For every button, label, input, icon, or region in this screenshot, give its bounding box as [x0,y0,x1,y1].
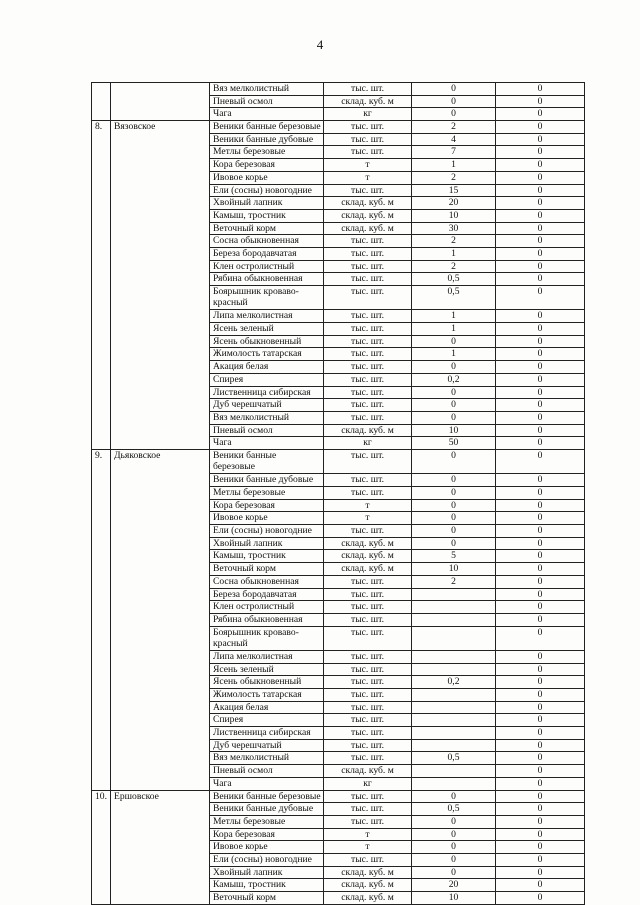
value-cell-2: 0 [496,828,585,841]
value-cell-1: 10 [412,563,496,576]
value-cell-2: 0 [496,714,585,727]
value-cell-2: 0 [496,121,585,134]
resource-name: Веники банные березовые [210,121,324,134]
value-cell-2: 0 [496,323,585,336]
value-cell-2: 0 [496,310,585,323]
resource-name: Сосна обыкновенная [210,235,324,248]
value-cell-2: 0 [496,95,585,108]
value-cell-1: 1 [412,323,496,336]
value-cell-2: 0 [496,133,585,146]
value-cell-1: 10 [412,892,496,905]
value-cell-1: 0,2 [412,676,496,689]
resource-name: Ивовое корье [210,512,324,525]
unit-cell: кг [324,777,412,790]
value-cell-2: 0 [496,563,585,576]
value-cell-2: 0 [496,575,585,588]
value-cell-1 [412,626,496,650]
resource-name: Чага [210,777,324,790]
resource-name: Вяз мелколистный [210,83,324,96]
value-cell-2: 0 [496,739,585,752]
unit-cell: тыс. шт. [324,286,412,310]
value-cell-1: 15 [412,184,496,197]
unit-cell: т [324,499,412,512]
resource-name: Метлы березовые [210,487,324,500]
unit-cell: тыс. шт. [324,650,412,663]
page-number: 4 [316,37,324,52]
unit-cell: т [324,159,412,172]
value-cell-2: 0 [496,853,585,866]
value-cell-2: 0 [496,108,585,121]
value-cell-1 [412,613,496,626]
unit-cell: тыс. шт. [324,260,412,273]
value-cell-1: 4 [412,133,496,146]
unit-cell: склад. куб. м [324,866,412,879]
unit-cell: тыс. шт. [324,588,412,601]
value-cell-1: 0 [412,487,496,500]
value-cell-2: 0 [496,650,585,663]
unit-cell: тыс. шт. [324,83,412,96]
unit-cell: т [324,841,412,854]
value-cell-1 [412,663,496,676]
resource-name: Камыш, тростник [210,879,324,892]
resource-name: Веники банные дубовые [210,803,324,816]
resource-name: Акация белая [210,361,324,374]
resource-name: Хвойный лапник [210,197,324,210]
value-cell-1 [412,588,496,601]
district-name: Дьяковское [111,449,210,790]
value-cell-2: 0 [496,209,585,222]
resource-name: Липа мелколистная [210,650,324,663]
value-cell-1: 2 [412,171,496,184]
value-cell-1 [412,714,496,727]
unit-cell: склад. куб. м [324,563,412,576]
resource-name: Береза бородавчатая [210,247,324,260]
value-cell-2: 0 [496,361,585,374]
value-cell-2: 0 [496,235,585,248]
value-cell-2: 0 [496,386,585,399]
resource-name: Ясень зеленый [210,663,324,676]
unit-cell: кг [324,437,412,450]
unit-cell: кг [324,108,412,121]
resource-name: Ясень зеленый [210,323,324,336]
value-cell-1: 0,5 [412,803,496,816]
value-cell-1: 0 [412,512,496,525]
unit-cell: т [324,828,412,841]
value-cell-2: 0 [496,197,585,210]
value-cell-2: 0 [496,437,585,450]
value-cell-1: 0 [412,411,496,424]
value-cell-1: 1 [412,159,496,172]
resource-name: Кора березовая [210,499,324,512]
table-body [92,83,585,905]
value-cell-2: 0 [496,803,585,816]
resource-name: Ясень обыкновенный [210,676,324,689]
value-cell-2: 0 [496,525,585,538]
value-cell-1 [412,650,496,663]
value-cell-2: 0 [496,411,585,424]
resource-name: Чага [210,437,324,450]
resource-name: Жимолость татарская [210,348,324,361]
value-cell-2: 0 [496,663,585,676]
value-cell-1: 5 [412,550,496,563]
value-cell-1: 0,5 [412,752,496,765]
unit-cell: склад. куб. м [324,95,412,108]
resource-name: Пневый осмол [210,95,324,108]
value-cell-2: 0 [496,348,585,361]
resource-name: Сосна обыкновенная [210,575,324,588]
unit-cell: склад. куб. м [324,197,412,210]
value-cell-1 [412,601,496,614]
unit-cell: тыс. шт. [324,121,412,134]
unit-cell: тыс. шт. [324,701,412,714]
unit-cell: тыс. шт. [324,815,412,828]
unit-cell: тыс. шт. [324,575,412,588]
resource-name: Лиственница сибирская [210,727,324,740]
value-cell-2: 0 [496,83,585,96]
value-cell-1: 0 [412,474,496,487]
value-cell-1: 10 [412,209,496,222]
value-cell-1: 30 [412,222,496,235]
resource-name: Метлы березовые [210,815,324,828]
resource-name: Веточный корм [210,563,324,576]
value-cell-2: 0 [496,424,585,437]
value-cell-2: 0 [496,765,585,778]
district-number: 10. [92,790,111,904]
value-cell-2: 0 [496,487,585,500]
unit-cell: тыс. шт. [324,146,412,159]
resource-name: Акация белая [210,701,324,714]
resource-name: Береза бородавчатая [210,588,324,601]
value-cell-1: 0 [412,95,496,108]
value-cell-2: 0 [496,841,585,854]
unit-cell: т [324,171,412,184]
value-cell-1 [412,727,496,740]
value-cell-1: 0 [412,83,496,96]
resource-name: Пневый осмол [210,765,324,778]
unit-cell: тыс. шт. [324,487,412,500]
resource-name: Камыш, тростник [210,550,324,563]
resource-name: Клен остролистный [210,260,324,273]
unit-cell: склад. куб. м [324,424,412,437]
value-cell-1: 0,5 [412,273,496,286]
unit-cell: тыс. шт. [324,247,412,260]
unit-cell: склад. куб. м [324,209,412,222]
resource-name: Веники банные дубовые [210,133,324,146]
table-row [92,121,585,134]
value-cell-2: 0 [496,286,585,310]
value-cell-1 [412,777,496,790]
table-row [92,83,585,96]
table-row [92,790,585,803]
value-cell-1 [412,765,496,778]
unit-cell: тыс. шт. [324,399,412,412]
value-cell-2: 0 [496,512,585,525]
value-cell-1: 2 [412,121,496,134]
value-cell-1: 0 [412,386,496,399]
resource-name: Спирея [210,373,324,386]
unit-cell: тыс. шт. [324,373,412,386]
unit-cell: тыс. шт. [324,676,412,689]
value-cell-1 [412,701,496,714]
unit-cell: тыс. шт. [324,663,412,676]
resource-name: Боярышник кроваво-красный [210,286,324,310]
resource-name: Жимолость татарская [210,689,324,702]
value-cell-2: 0 [496,601,585,614]
resource-name: Ели (сосны) новогодние [210,184,324,197]
unit-cell: тыс. шт. [324,449,412,473]
resource-name: Ясень обыкновенный [210,335,324,348]
district-number [92,83,111,121]
value-cell-2: 0 [496,222,585,235]
value-cell-1: 0 [412,335,496,348]
value-cell-1: 1 [412,247,496,260]
value-cell-1: 0 [412,828,496,841]
value-cell-1: 20 [412,197,496,210]
value-cell-2: 0 [496,613,585,626]
value-cell-2: 0 [496,260,585,273]
value-cell-1: 0 [412,499,496,512]
value-cell-2: 0 [496,866,585,879]
value-cell-1: 0 [412,841,496,854]
value-cell-2: 0 [496,537,585,550]
resource-name: Липа мелколистная [210,310,324,323]
resource-name: Боярышник кроваво-красный [210,626,324,650]
resource-name: Вяз мелколистный [210,411,324,424]
district-name [111,83,210,121]
value-cell-1: 1 [412,310,496,323]
value-cell-2: 0 [496,399,585,412]
resource-name: Ели (сосны) новогодние [210,525,324,538]
value-cell-2: 0 [496,701,585,714]
value-cell-1: 50 [412,437,496,450]
resource-name: Лиственница сибирская [210,386,324,399]
value-cell-2: 0 [496,449,585,473]
unit-cell: склад. куб. м [324,879,412,892]
unit-cell: склад. куб. м [324,222,412,235]
value-cell-1: 0 [412,525,496,538]
value-cell-1 [412,689,496,702]
resource-name: Веники банные дубовые [210,474,324,487]
unit-cell: тыс. шт. [324,474,412,487]
unit-cell: склад. куб. м [324,892,412,905]
district-number: 8. [92,121,111,450]
resource-name: Вяз мелколистный [210,752,324,765]
unit-cell: тыс. шт. [324,613,412,626]
value-cell-1: 1 [412,348,496,361]
value-cell-2: 0 [496,676,585,689]
resource-name: Веники банные березовые [210,449,324,473]
unit-cell: тыс. шт. [324,386,412,399]
value-cell-1: 2 [412,235,496,248]
resource-name: Пневый осмол [210,424,324,437]
unit-cell: тыс. шт. [324,790,412,803]
resource-name: Клен остролистный [210,601,324,614]
resource-name: Дуб черешчатый [210,399,324,412]
value-cell-1: 0 [412,537,496,550]
value-cell-1: 0 [412,449,496,473]
resource-name: Веточный корм [210,222,324,235]
unit-cell: тыс. шт. [324,348,412,361]
value-cell-2: 0 [496,626,585,650]
unit-cell: тыс. шт. [324,133,412,146]
table-row [92,449,585,473]
value-cell-2: 0 [496,588,585,601]
district-name: Ершовское [111,790,210,904]
district-name: Вязовское [111,121,210,450]
resource-name: Спирея [210,714,324,727]
district-number: 9. [92,449,111,790]
unit-cell: склад. куб. м [324,550,412,563]
resource-name: Чага [210,108,324,121]
resource-name: Рябина обыкновенная [210,273,324,286]
resource-name: Ивовое корье [210,171,324,184]
resource-name: Рябина обыкновенная [210,613,324,626]
value-cell-1: 0 [412,361,496,374]
unit-cell: склад. куб. м [324,537,412,550]
unit-cell: тыс. шт. [324,184,412,197]
value-cell-1: 0 [412,399,496,412]
unit-cell: тыс. шт. [324,323,412,336]
value-cell-2: 0 [496,184,585,197]
unit-cell: тыс. шт. [324,739,412,752]
unit-cell: тыс. шт. [324,689,412,702]
resource-name: Кора березовая [210,828,324,841]
value-cell-2: 0 [496,373,585,386]
unit-cell: тыс. шт. [324,235,412,248]
value-cell-2: 0 [496,815,585,828]
unit-cell: тыс. шт. [324,310,412,323]
unit-cell: склад. куб. м [324,765,412,778]
unit-cell: тыс. шт. [324,626,412,650]
value-cell-2: 0 [496,171,585,184]
unit-cell: тыс. шт. [324,273,412,286]
value-cell-2: 0 [496,273,585,286]
unit-cell: тыс. шт. [324,853,412,866]
value-cell-1: 7 [412,146,496,159]
unit-cell: тыс. шт. [324,335,412,348]
value-cell-2: 0 [496,146,585,159]
value-cell-2: 0 [496,159,585,172]
value-cell-1: 20 [412,879,496,892]
resource-name: Дуб черешчатый [210,739,324,752]
value-cell-1: 0 [412,815,496,828]
value-cell-2: 0 [496,499,585,512]
value-cell-2: 0 [496,689,585,702]
resource-name: Ивовое корье [210,841,324,854]
value-cell-2: 0 [496,879,585,892]
resource-name: Веточный корм [210,892,324,905]
unit-cell: тыс. шт. [324,525,412,538]
value-cell-2: 0 [496,335,585,348]
value-cell-1: 2 [412,575,496,588]
value-cell-1: 0 [412,108,496,121]
value-cell-2: 0 [496,247,585,260]
value-cell-2: 0 [496,892,585,905]
unit-cell: тыс. шт. [324,727,412,740]
value-cell-1 [412,739,496,752]
unit-cell: тыс. шт. [324,411,412,424]
value-cell-1: 0,2 [412,373,496,386]
unit-cell: тыс. шт. [324,803,412,816]
resources-table [91,82,585,905]
resource-name: Хвойный лапник [210,537,324,550]
value-cell-2: 0 [496,474,585,487]
value-cell-1: 0 [412,866,496,879]
resource-name: Камыш, тростник [210,209,324,222]
value-cell-1: 0,5 [412,286,496,310]
unit-cell: тыс. шт. [324,361,412,374]
resource-name: Кора березовая [210,159,324,172]
value-cell-1: 0 [412,790,496,803]
unit-cell: т [324,512,412,525]
unit-cell: тыс. шт. [324,714,412,727]
unit-cell: тыс. шт. [324,752,412,765]
value-cell-2: 0 [496,752,585,765]
value-cell-1: 2 [412,260,496,273]
resource-name: Хвойный лапник [210,866,324,879]
resource-name: Ели (сосны) новогодние [210,853,324,866]
unit-cell: тыс. шт. [324,601,412,614]
value-cell-2: 0 [496,790,585,803]
value-cell-1: 0 [412,853,496,866]
resource-name: Метлы березовые [210,146,324,159]
resource-name: Веники банные березовые [210,790,324,803]
value-cell-2: 0 [496,550,585,563]
value-cell-2: 0 [496,777,585,790]
value-cell-1: 10 [412,424,496,437]
value-cell-2: 0 [496,727,585,740]
